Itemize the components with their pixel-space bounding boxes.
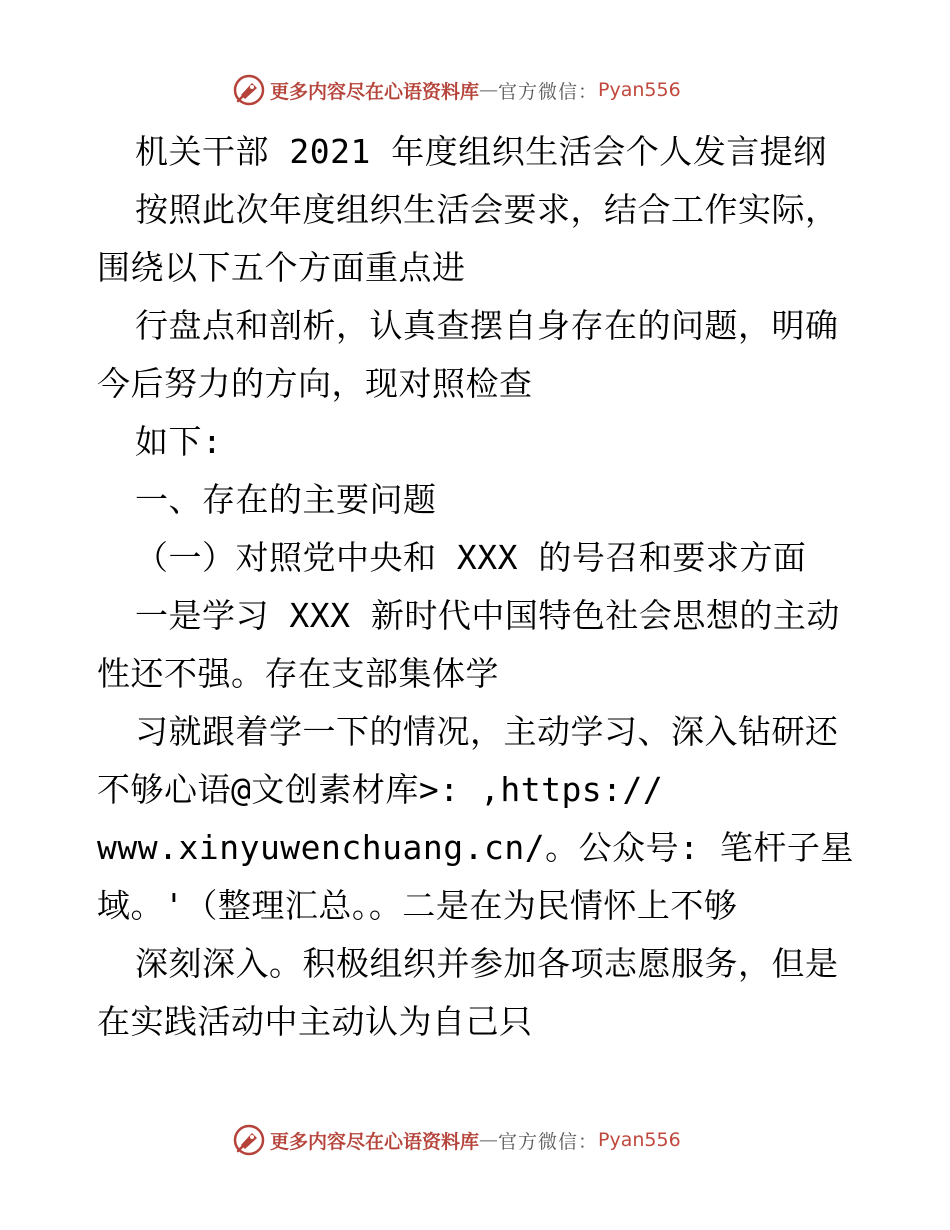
doc-line-1: 按照此次年度组织生活会要求，结合工作实际， <box>135 190 839 229</box>
header-promo-text: 更多内容尽在心语资料库 <box>270 80 480 103</box>
footer-wechat-label: 官方微信： <box>498 1130 599 1153</box>
doc-line-11: 不够心语@文创素材库>: ,https:// <box>97 770 664 809</box>
doc-line-12: www.xinyuwenchuang.cn/。公众号: 笔杆子星 <box>97 828 854 867</box>
footer-wechat-id: Pyan556 <box>598 1129 681 1151</box>
doc-line-6: 一、存在的主要问题 <box>135 480 437 519</box>
doc-line-4: 今后努力的方向，现对照检查 <box>97 364 533 403</box>
doc-line-13: 域。'（整理汇总。。二是在为民情怀上不够 <box>97 886 738 925</box>
doc-line-2: 围绕以下五个方面重点进 <box>97 248 466 287</box>
doc-line-3: 行盘点和剖析，认真查摆自身存在的问题，明确 <box>135 306 839 345</box>
footer-banner <box>232 1120 681 1160</box>
doc-line-0: 机关干部 2021 年度组织生活会个人发言提纲 <box>135 132 827 171</box>
doc-line-15: 在实践活动中主动认为自己只 <box>97 1002 533 1041</box>
header-wechat-label: 官方微信： <box>498 80 599 103</box>
header-banner <box>232 70 681 110</box>
document-body <box>97 123 867 1051</box>
doc-line-5: 如下: <box>135 422 223 461</box>
pen-nib-logo-icon <box>232 1123 266 1157</box>
doc-line-14: 深刻深入。积极组织并参加各项志愿服务，但是 <box>135 944 839 983</box>
doc-line-10: 习就跟着学一下的情况，主动学习、深入钻研还 <box>135 712 839 751</box>
header-dash: — <box>479 79 499 101</box>
pen-nib-logo-icon <box>232 73 266 107</box>
doc-line-8: 一是学习 XXX 新时代中国特色社会思想的主动 <box>135 596 840 635</box>
footer-promo-text: 更多内容尽在心语资料库 <box>270 1130 480 1153</box>
doc-line-7: （一）对照党中央和 XXX 的号召和要求方面 <box>135 538 807 577</box>
footer-dash: — <box>479 1129 499 1151</box>
doc-line-9: 性还不强。存在支部集体学 <box>97 654 499 693</box>
header-wechat-id: Pyan556 <box>598 79 681 101</box>
